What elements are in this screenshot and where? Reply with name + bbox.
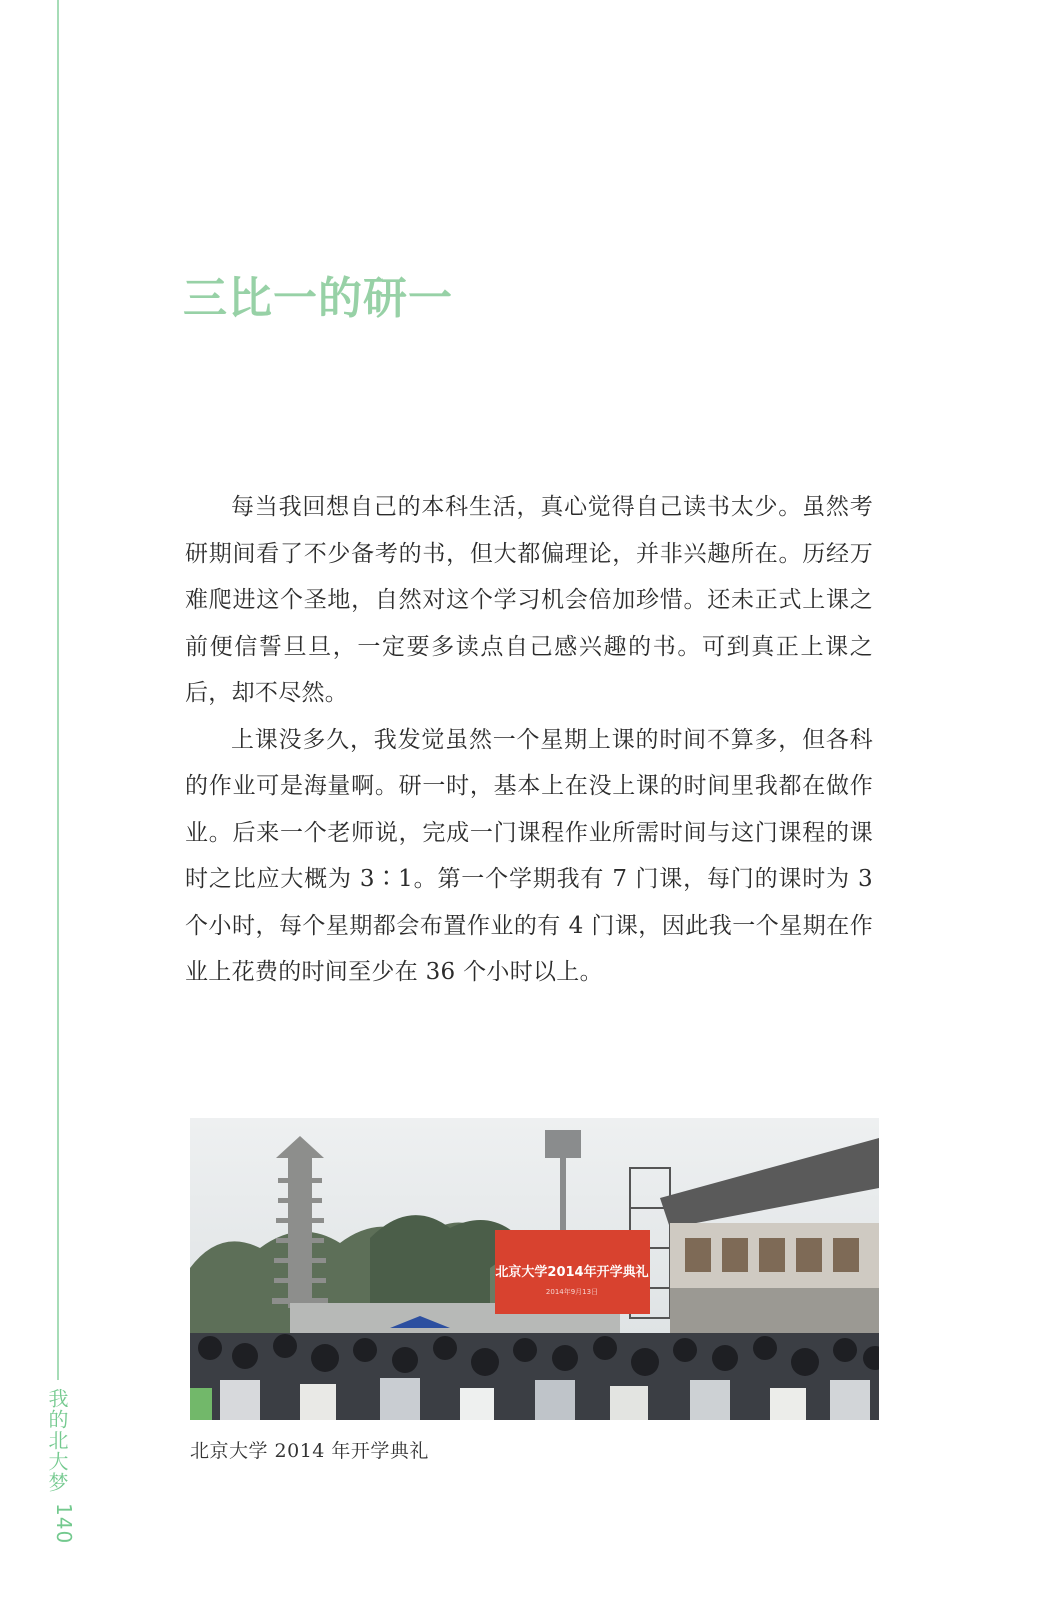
running-footer (45, 1388, 76, 1545)
banner-text: 北京大学2014年开学典礼 (495, 1265, 649, 1280)
body-text (185, 484, 873, 996)
paragraph-2: 上课没多久，我发觉虽然一个星期上课的时间不算多，但各科的作业可是海量啊。研一时，基本上在没上课的时间里我都在做作业。后来一个老师说，完成一门课程作业所需时间与这门课程的课时之比应大概为 3∶1。第一个学期我有 7 门课，每门的课时为 3 个小时，每个星期都会布置作业的有 4 门课，因此我一个星期在作业上花费的时间至少在 36 个小时以上。 (185, 726, 873, 985)
book-title: 我的北大梦 (45, 1388, 69, 1493)
photo-caption: 北京大学 2014 年开学典礼 (190, 1440, 429, 1462)
margin-rule (57, 0, 59, 1380)
banner-subtext: 2014年9月13日 (545, 1288, 599, 1296)
chapter-title: 三比一的研一 (183, 273, 453, 324)
page-number: 140 (52, 1503, 76, 1545)
paragraph-1: 每当我回想自己的本科生活，真心觉得自己读书太少。虽然考研期间看了不少备考的书，但大都偏理论，并非兴趣所在。历经万难爬进这个圣地，自然对这个学习机会倍加珍惜。还未正式上课之前便信誓旦旦，一定要多读点自己感兴趣的书。可到真正上课之后，却不尽然。 (185, 494, 873, 706)
ceremony-photo (190, 1118, 879, 1420)
photo-illustration (190, 1118, 879, 1420)
